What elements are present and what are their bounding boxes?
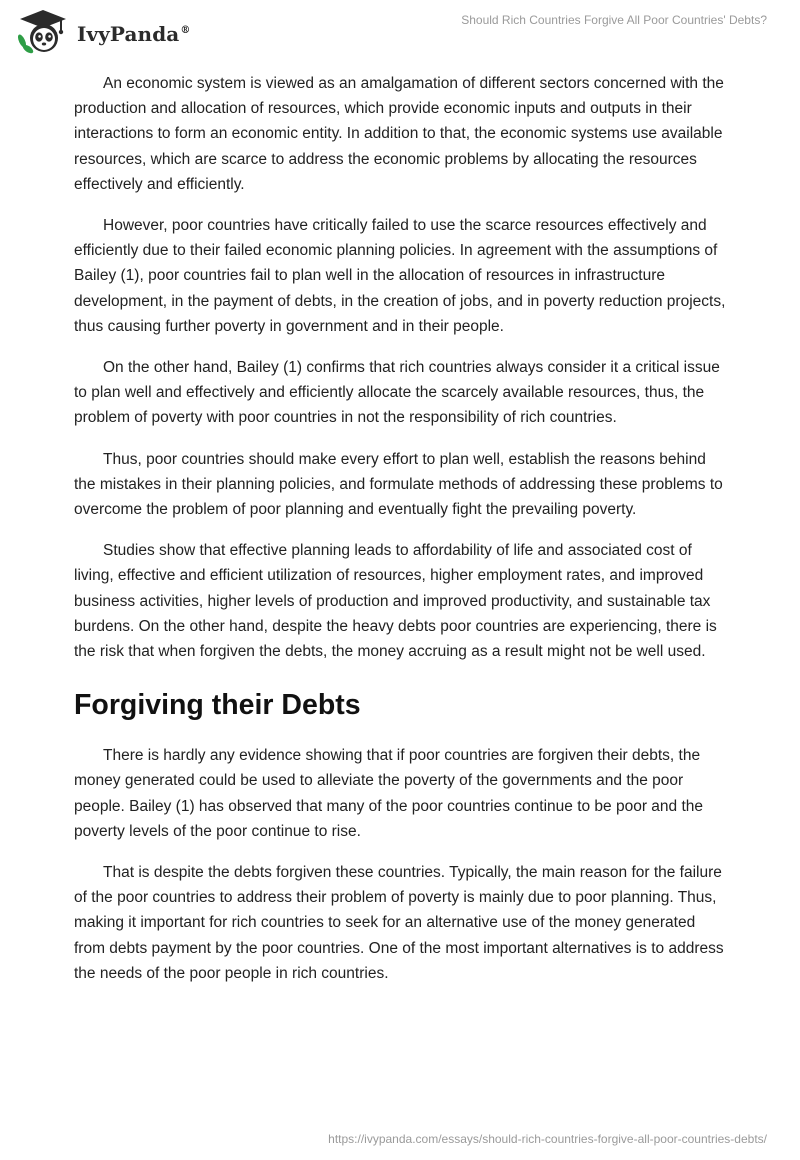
paragraph: Thus, poor countries should make every effort to plan well, establish the reasons behind the mistakes in their planning policies, and formulate methods of addressing these problems to overcome the problem of poor planning and eventually fight the prevailing poverty. (74, 450, 723, 519)
source-url[interactable]: https://ivypanda.com/essays/should-rich-countries-forgive-all-poor-countries-debts/ (328, 1132, 767, 1146)
paragraph: Studies show that effective planning leads to affordability of life and associated cost of living, effective and efficient utilization of resources, higher employment rates, and improved business activities, higher levels of production and improved productivity, and sustainable tax burdens. On the other hand, despite the heavy debts poor countries are experiencing, there is the risk that when forgiven the debts, the money accruing as a result might not be well used. (74, 542, 717, 661)
paragraph: On the other hand, Bailey (1) confirms that rich countries always consider it a critical issue to plan well and effectively and efficiently allocate the scarcely available resources, thus, the problem of poverty with poor countries in not the responsibility of rich countries. (74, 359, 720, 427)
document-title: Should Rich Countries Forgive All Poor Countries' Debts? (461, 13, 767, 27)
paragraph: An economic system is viewed as an amalgamation of different sectors concerned with the production and allocation of resources, which provide economic inputs and outputs in their interactions to form an economic entity. In addition to that, the economic systems use available resources, which are scarce to address the economic problems by allocating the resources effectively and efficiently. (74, 75, 724, 193)
page-header (0, 0, 800, 64)
paragraph: There is hardly any evidence showing that if poor countries are forgiven their debts, the money generated could be used to alleviate the poverty of the governments and the poor people. Bailey (1) has observed that many of the poor countries continue to be poor and the poverty levels of the poor continue to rise. (74, 747, 704, 840)
essay-body (74, 71, 726, 1002)
paragraph: However, poor countries have critically failed to use the scarce resources effectively and efficiently due to their failed economic planning policies. In agreement with the assumptions of Bailey (1), poor countries fail to plan well in the allocation of resources in infrastructure development, in the payment of debts, in the creation of jobs, and in poverty reduction projects, thus causing further poverty in government and in their people. (74, 217, 726, 335)
panda-graduate-icon (14, 8, 72, 56)
ivypanda-logo[interactable] (14, 8, 190, 56)
paragraph: That is despite the debts forgiven these countries. Typically, the main reason for the failure of the poor countries to address their problem of poverty is mainly due to poor planning. Thus, making it important for rich countries to seek for an alternative use of the money generated from debts payment by the poor countries. One of the most important alternatives is to address the needs of the poor people in rich countries. (74, 864, 724, 982)
section-heading: Forgiving their Debts (74, 689, 361, 722)
logo-wordmark: IvyPanda® (77, 22, 191, 46)
